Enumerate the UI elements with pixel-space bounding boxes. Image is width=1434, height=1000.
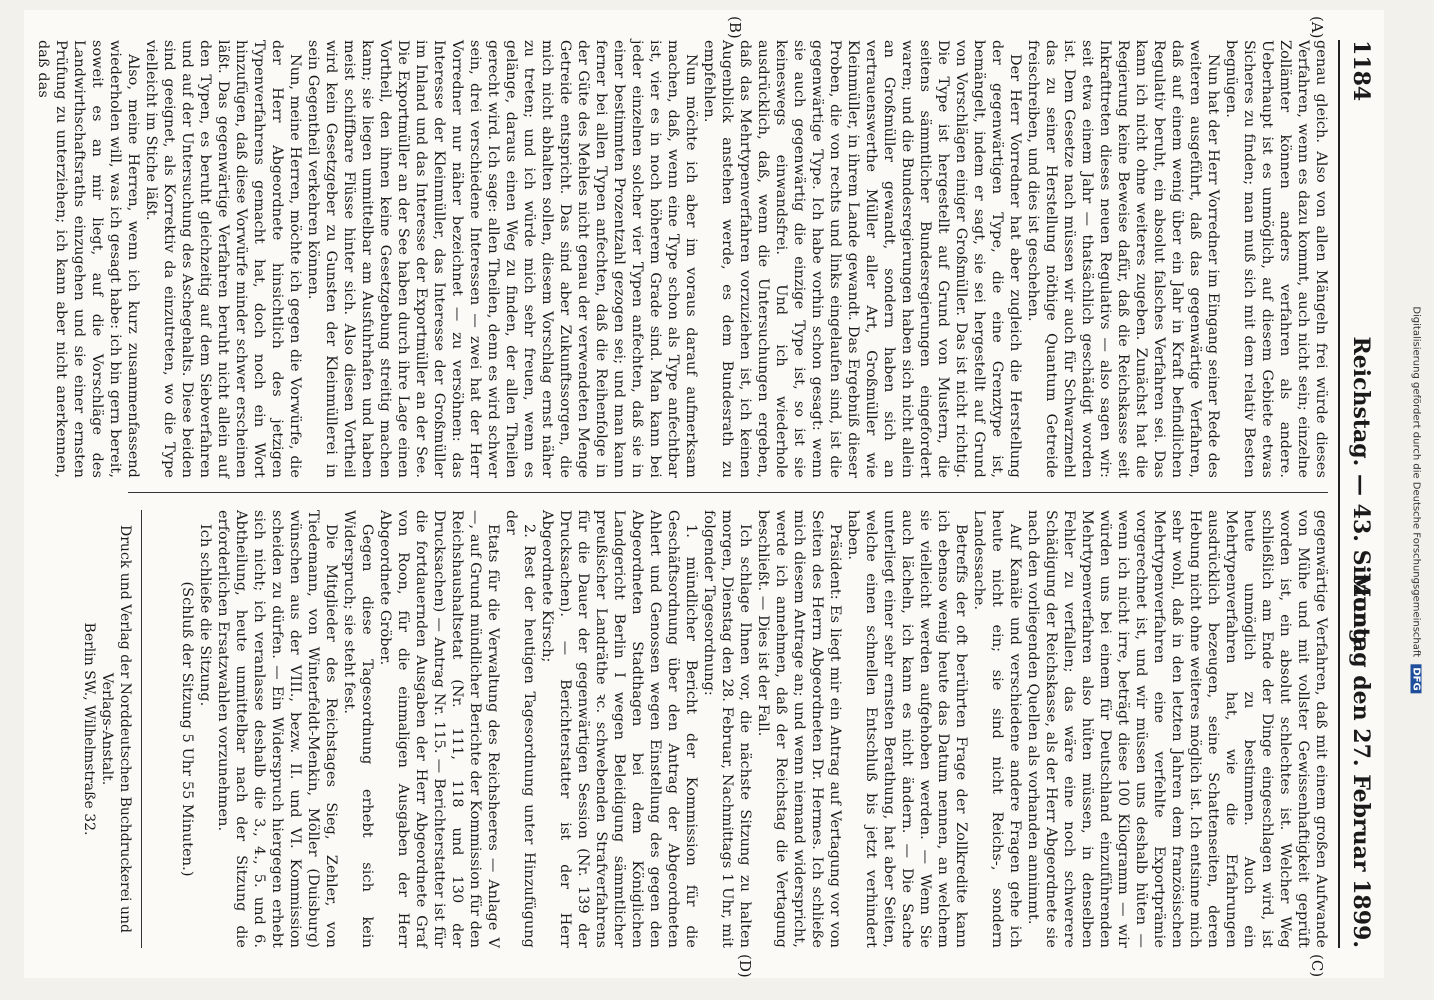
margin-marker-c: (C) [1308, 954, 1326, 978]
paragraph: Ich schlage Ihnen vor, die nächste Sitzung zu halten morgen, Dienstag den 28. Februar, Nachmittags 1 Uhr, mit folgender Tagesordnung: [701, 510, 753, 948]
right-column [178, 510, 1330, 948]
page-number: 1184 [1348, 40, 1374, 102]
paragraph: Nun möchte ich aber im voraus darauf aufmerksam machen, daß, wenn eine Type schon als Type anfechtbar ist, vier es in noch höherem Grade sind. Man kann bei jeder einzelnen solcher vier Typen anfechten, daß sie in einer bestimmten Prozentzahl gezogen sei; und man kann ferner bei allen Typen anfechten, daß die Reihenfolge in der Güte des Mehles nicht genau der verwendeten Menge Getreide entspricht. Das sind aber Zukunftssorgen, die mich nicht abhalten sollen, diesem Vorschlag ernst näher zu treten; und ich würde mich sehr freuen, wenn es gelänge, daraus einen Weg zu finden, der allen Theilen gerecht wird. Ich sage: allen Theilen, denn es wird schwer sein, drei verschiedene Interessen — zwei hat der Herr Vorredner nur näher bezeichnet — zu versöhnen: das Interesse der Kleinmüller, das Interesse der Großmüller im Inland und das Interesse der Exportmüller an der See. Die Exportmüller an der See haben durch ihre Lage einen Vortheil, den ihnen keine Gesetzgebung streitig machen kann; sie liegen unmittelbar am Ausfuhrhafen und haben meist schiffbare Flüsse hinter sich. Also diesen Vortheil wird kein Gesetzgeber zu Gunsten der Kleinmüllerei in sein Gegentheil verkehren können. [305, 40, 699, 478]
paragraph: Gegen diese Tagesordnung erhebt sich kein Widerspruch; sie steht fest. [341, 510, 375, 948]
column-divider [128, 492, 1328, 493]
margin-marker-b: (B) [726, 16, 744, 39]
paragraph: Betreffs der oft berührten Frage der Zollkredite kann ich ebenso wenig heute das Datum nennen, an welchem sie vielleicht werden aufgehoben werden. — Wenn Sie auch lächeln, ich kann es nicht ändern. — Die Sache unterliegt einer sehr ernsten Berathung, hat aber Seiten, welche einen schnellen Entschluß bis jetzt verhindert haben. [845, 510, 969, 948]
imprint-line-1: Druck und Verlag der Norddeutschen Buchdruckerei und Verlags-Anstalt. [99, 525, 133, 933]
imprint-rule [141, 510, 142, 948]
session-close-note: (Schluß der Sitzung 5 Uhr 55 Minuten.) [179, 581, 195, 877]
header-rule [1338, 40, 1340, 948]
rotated-page [24, 10, 1384, 978]
paragraph: Auf Kanäle und verschiedene andere Fragen gehe ich heute nicht ein; sie sind nicht Reichs-, sondern Landessache. [971, 510, 1023, 948]
left-column [34, 40, 1330, 478]
page-header [1340, 40, 1378, 948]
digitization-note [1411, 306, 1422, 693]
agenda-item-2-detail: Etats für die Verwaltung des Reichsheeres — Anlage V —, auf Grund mündlicher Berichte der Kommission für den Reichshaushaltsetat (Nr. 111, 118 und 130 der Drucksachen) — Antrag Nr. 115. — Berichterstatter ist für die fortdauernden Ausgaben der Herr Abgeordnete Graf von Roon, für die einmaligen Ausgaben der Herr Abgeordnete Gröber. [377, 510, 501, 948]
paragraph-president: Präsident: Es liegt mir ein Antrag auf Vertagung vor von Seiten des Herrn Abgeordneten Dr. Hermes. Ich schließe mich diesem Antrage an; und wenn niemand widerspricht, werde ich annehmen, daß der Reichstag die Vertagung beschließt. — Dies ist der Fall. [755, 510, 843, 948]
digitization-text: Digitalisierung gefördert durch die Deutsche Forschungsgemeinschaft [1410, 306, 1422, 658]
session-date: Montag den 27. Februar 1899. [1348, 572, 1374, 948]
margin-marker-a: (A) [1308, 16, 1326, 39]
dfg-logo-icon: DFG [1411, 664, 1422, 693]
paragraph: Die Mitglieder des Reichstages Sieg, Zehler, von Tiedemann, von Winterfeldt-Menkin, Möller (Duisburg) wünschen aus der VIII., bezw. II. und VI. Kommission scheiden zu dürfen. — Ein Widerspruch hiergegen erhebt sich nicht; ich veranlasse deshalb die 3., 4., 5. und 6. Abtheilung, heute unmittelbar nach der Sitzung die erforderlichen Ersatzwahlen vorzunehmen. [215, 510, 339, 948]
paragraph: Ich schließe die Sitzung. [197, 524, 213, 707]
paragraph: Der Herr Vorredner hat aber zugleich die Herstellung der gegenwärtigen Type, die eine Grenztype ist, bemängelt, indem er sagt, sie sei hergestellt auf Grund von Vorschlägen einiger Großmüller. Das ist nicht richtig. Die Type ist hergestellt auf Grund von Mustern, die seitens sämmtlicher Bundesregierungen eingefordert waren; und die Bundesregierungen haben sich nicht allein an Großmüller gewandt, sondern haben sich an vertrauenswerthe Müller aller Art, Großmüller wie Kleinmüller, in ihrem Lande gewandt. Das Ergebniß dieser Proben, die von rechts und links eingelaufen sind, ist die gegenwärtige Type. Ich habe vorhin schon gesagt: wenn sie auch gegenwärtig die einzige Type ist, so ist sie keineswegs einwandsfrei. Und ich wiederhole ausdrücklich, daß, wenn die Untersuchungen ergeben, daß das Mehrtypenverfahren vorzuziehen ist, ich keinen Augenblick anstehen werde, es dem Bundesrath zu empfehlen. [701, 40, 1023, 478]
paragraph: gegenwärtige Verfahren, daß mit einem großen Aufwande von Mühe und mit vollster Gewissenhaftigkeit geprüft worden ist, ein absolut schlechtes ist. Welcher Weg schließlich am Ende der Dinge eingeschlagen wird, ist heute unmöglich zu bestimmen. Auch ein Mehrtypenverfahren hat, wie die Erfahrungen ausdrücklich bezeugen, seine Schattenseiten, deren Hebung nicht ohne weiteres möglich ist. Ich entsinne mich sehr wohl, daß in den letzten Jahren dem französischen Mehrtypenverfahren eine verfehlte Exportprämie vorgerechnet ist, und wir müssen uns deshalb hüten — wenn ich nicht irre, beträgt diese 100 Kilogramm — wir würden uns bei einem für Deutschland einzuführenden Mehrtypenverfahren also hüten müssen, in denselben Fehler zu verfallen; das wäre eine noch schwerere Schädigung der Reichskasse, als der Herr Abgeordnete sie nach den vorliegenden Quellen als vorhanden annimmt. [1025, 510, 1329, 948]
paragraph: Also, meine Herren, wenn ich kurz zusammenfassend wiederholen will, was ich gesagt habe: ich bin gern bereit, soweit es an mir liegt, auf die Vorschläge des Landwirthschaftsraths einzugehen und sie einer ernsten Prüfung zu unterziehen; ich kann aber nicht anerkennen, daß das [35, 40, 141, 478]
margin-marker-d: (D) [736, 954, 754, 978]
imprint [80, 510, 134, 948]
paragraph: Nun, meine Herren, möchte ich gegen die Vorwürfe, die der Herr Abgeordnete hinsichtlich des jetzigen Typenverfahrens gemacht hat, doch noch ein Wort hinzufügen, daß diese Vorwürfe minder schwer erscheinen läßt. Das gegenwärtige Verfahren beruht nicht allein auf den Typen, es beruht gleichzeitig auf dem Siebverfahren und auf der Untersuchung des Aschegehalts. Diese beiden sind geeignet, als Korrektiv da einzutreten, wo die Type vielleicht im Stiche läßt. [143, 40, 303, 478]
imprint-line-2: Berlin SW., Wilhelmstraße 32. [81, 622, 97, 836]
agenda-item-1: 1. mündlicher Bericht der Kommission für die Geschäftsordnung über den Antrag der Abgeordneten Ahlert und Genossen wegen Einstellung des gegen den Abgeordneten Stadthagen bei dem Königlichen Landgericht Berlin I wegen Beleidigung sämmtlicher preußischer Landräthe ꝛc. schwebenden Strafverfahrens für die Dauer der gegenwärtigen Session (Nr. 139 der Drucksachen). — Berichterstatter ist der Herr Abgeordnete Kirsch; [539, 510, 699, 948]
paragraph: genau gleich. Also von allen Mängeln frei würde dieses Verfahren, wenn es dazu kommt, auch nicht sein; einzelne Zollämter können anders verfahren als andere. Ueberhaupt ist es unmöglich, auf diesem Gebiete etwas Sicheres zu finden; man muß sich mit dem relativ Besten begnügen. [1223, 40, 1329, 478]
paragraph: Nun hat der Herr Vorredner im Eingang seiner Rede des weiteren ausgeführt, daß das gegenwärtige Verfahren, daß auf einem wenig über ein Jahr in Kraft befindlichen Regulativ beruht, ein absolut falsches Verfahren sei. Das kann ich nicht ohne weiteres zugeben. Zunächst hat die Regierung keine Beweise dafür, daß die Reichskasse seit Inkrafttreten dieses neuen Regulativs — also sagen wir: seit etwa einem Jahr — thatsächlich geschädigt worden ist. Dem Gesetze nach müssen wir auch für Schwarzmehl das zu seiner Herstellung nöthige Quantum Getreide freischreiben, und dies ist geschehen. [1025, 40, 1221, 478]
agenda-item-2: 2. Rest der heutigen Tagesordnung unter Hinzufügung der [503, 510, 537, 948]
page-title: Reichstag. — 43. Sitzung. [1348, 336, 1374, 652]
